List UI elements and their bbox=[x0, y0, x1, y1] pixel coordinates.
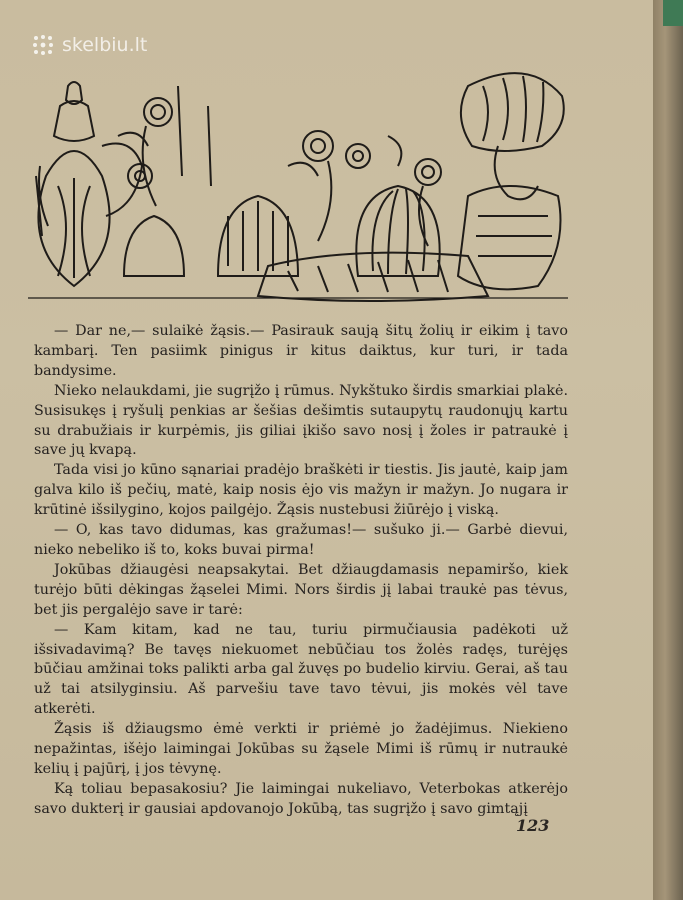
watermark bbox=[32, 34, 147, 56]
paragraph: Tada visi jo kūno sąnariai pradėjo braškėti ir tiestis. Jis jautė, kaip jam galva kilo iš pečių, matė, kaip nosis ėjo vis mažyn ir mažyn. Jo nugara ir krūtinė išsilygino, kojos pailgėjo. Žąsis nustebusi žiūrėjo į viską. bbox=[34, 462, 568, 519]
page-edge bbox=[653, 0, 683, 900]
dots-logo-icon bbox=[32, 34, 54, 56]
paragraph: — O, kas tavo didumas, kas gražumas!— sušuko ji.— Garbė dievui, nieko nebeliko iš to, koks buvai pirma! bbox=[34, 522, 568, 558]
paragraph: — Kam kitam, kad ne tau, turiu pirmučiausia padėkoti už išsivadavimą? Be tavęs niekuomet nebūčiau tos žolės radęs, turėjęs būčiau amžinai toks palikti arba gal žuvęs po budelio kirviu. Gerai, aš tau už tai atsilyginsiu. Aš parvešiu tave tavo tėvui, jis mokės vėl tave atkerėti. bbox=[34, 621, 568, 718]
cover-edge bbox=[663, 0, 683, 26]
watermark-text: skelbiu.lt bbox=[62, 34, 148, 56]
figure-drawing bbox=[458, 73, 564, 289]
story-text bbox=[34, 322, 568, 820]
domes-drawing bbox=[124, 196, 298, 276]
page-number: 123 bbox=[516, 816, 550, 835]
illustration-ink-drawing bbox=[28, 66, 568, 306]
melon-drawing bbox=[356, 186, 439, 276]
paragraph: — Dar ne,— sulaikė žąsis.— Pasirauk saują šitų žolių ir eikim į tavo kambarį. Ten pasiimk pinigus ir kitus daiktus, kur turi, ir tada bandysime. bbox=[34, 323, 568, 379]
paragraph: Jokūbas džiaugėsi neapsakytai. Bet džiaugdamasis nepamiršo, kiek turėjo būti dėkingas žąselei Mimi. Nors širdis jį labai traukė pas tėvus, bet jis pergalėjo save ir tarė: bbox=[34, 561, 568, 618]
paragraph: Nieko nelaukdami, jie sugrįžo į rūmus. Nykštuko širdis smarkiai plakė. Susisukęs į ryšulį penkias ar šešias dešimtis sutaupytų raudonųjų kartu su drabužiais ir kurpėmis, jis giliai įkišo savo nosį į žoles ir patraukė į save jų kvapą. bbox=[34, 382, 568, 459]
paragraph: Ką toliau bepasakosiu? Jie laimingai nukeliavo, Veterbokas atkerėjo savo dukterį ir gausiai apdovanojo Jokūbą, tas sugrįžo į savo gimtąjį bbox=[34, 780, 568, 817]
paragraph: Žąsis iš džiaugsmo ėmė verkti ir priėmė jo žadėjimus. Niekieno nepažintas, išėjo laimingai Jokūbas su žąsele Mimi iš rūmų ir nutraukė kelių į pajūrį, į jos tėvynę. bbox=[34, 721, 568, 777]
